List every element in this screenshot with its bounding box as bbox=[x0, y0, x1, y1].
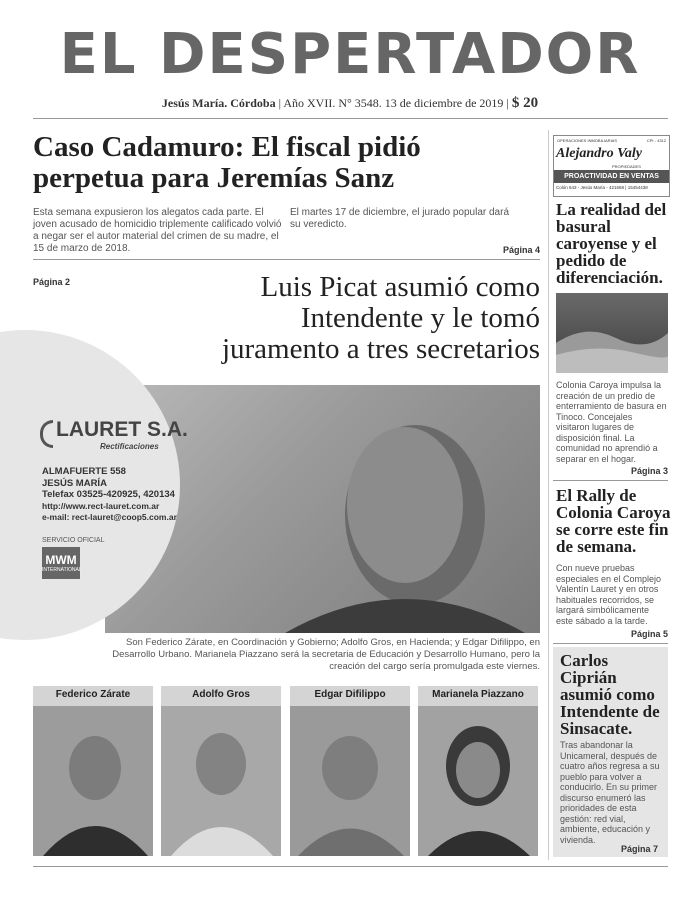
main-photo-caption: Son Federico Zárate, en Coordinación y Gobierno; Adolfo Gros, en Hacienda; y Edgar Difilippo, en Desarrollo Urbano. Marianela Piazzano será la secretaria de Educación y Desarrollo Humano, pero la creación del cargo sería promulgada este viernes. bbox=[112, 637, 540, 672]
masthead-edition: Año XVII. N° 3548. 13 de diciembre de 2019 bbox=[283, 96, 504, 110]
mwm-logo bbox=[42, 547, 80, 579]
lauret-logo-text: LAURET S.A. bbox=[56, 418, 188, 441]
main-headline-line1: Luis Picat asumió como bbox=[260, 271, 540, 303]
portrait-image bbox=[290, 706, 410, 856]
portrait-image bbox=[161, 706, 281, 856]
masthead-title: EL DESPERTADOR bbox=[59, 22, 641, 87]
mwm-logo-text: MWM bbox=[45, 553, 77, 567]
sidebar-headline-3[interactable]: Carlos Ciprián asumió como Intendente de Sinsacate. bbox=[560, 651, 660, 738]
lauret-city: JESÚS MARÍA bbox=[42, 477, 107, 489]
sidebar-text-3: Tras abandonar la Unicameral, después de cuatro años regresa a su pueblo para volver a conducirlo. En su primer discurso enumeró las prioridades de esta gestión: red vial, ambiente, educación y vivienda. bbox=[560, 740, 660, 845]
portrait-card bbox=[418, 686, 538, 856]
masthead-price: $ 20 bbox=[511, 95, 539, 111]
lauret-web[interactable]: http://www.rect-lauret.com.ar bbox=[42, 500, 160, 511]
sidebar-page-ref-1[interactable]: Página 3 bbox=[630, 466, 668, 476]
masthead-info bbox=[0, 95, 700, 112]
portrait-name: Adolfo Gros bbox=[192, 689, 250, 700]
lead-rule bbox=[33, 259, 540, 260]
valy-brand: Alejandro Valy bbox=[556, 146, 642, 161]
portrait-name: Marianela Piazzano bbox=[432, 689, 524, 700]
valy-ad-top-left: OPERACIONES INMOBILIARIAS bbox=[557, 138, 618, 143]
sidebar-page-ref-3[interactable]: Página 7 bbox=[620, 844, 658, 854]
portrait-name: Federico Zárate bbox=[55, 689, 131, 700]
main-headline-line2: Intendente y le tomó bbox=[300, 302, 540, 334]
valy-ad[interactable] bbox=[553, 135, 670, 197]
sidebar-headline-1[interactable]: La realidad del basural caroyense y el pedido de diferenciación. bbox=[556, 200, 667, 287]
portrait-name: Edgar Difilippo bbox=[314, 689, 386, 700]
lead-text-col1: Esta semana expusieron los alegatos cada parte. El joven acusado de homicidio triplemente calificado volvió a negar ser el autor material del crimen de su madre, el 15 de marzo de 2018. bbox=[33, 207, 282, 254]
lauret-address: ALMAFUERTE 558 bbox=[42, 466, 126, 477]
sidebar-text-1: Colonia Caroya impulsa la creación de un predio de enterramiento de basura en Tinoco. Concejales visitaron lugares de disposición final. La comunidad no aprendió a separar en el hogar. bbox=[556, 380, 667, 464]
lead-page-ref[interactable]: Página 4 bbox=[502, 245, 540, 255]
masthead-separator: | bbox=[506, 96, 509, 110]
sidebar-rule bbox=[553, 480, 668, 481]
main-headline[interactable] bbox=[140, 272, 540, 365]
valy-slogan: PROACTIVIDAD EN VENTAS bbox=[554, 170, 669, 183]
portrait-image bbox=[33, 706, 153, 856]
sidebar-rule bbox=[553, 643, 668, 644]
main-headline-line3: juramento a tres secretarios bbox=[221, 333, 540, 365]
valy-brand-sub: PROPIEDADES bbox=[612, 164, 641, 169]
basural-photo bbox=[556, 293, 668, 373]
lauret-phone: Telefax 03525-420925, 420134 bbox=[42, 489, 175, 500]
lauret-service-label: SERVICIO OFICIAL bbox=[42, 537, 105, 544]
lead-headline[interactable]: Caso Cadamuro: El fiscal pidió perpetua para Jeremías Sanz bbox=[33, 131, 421, 194]
main-page-ref[interactable]: Página 2 bbox=[33, 277, 71, 287]
sidebar-divider bbox=[548, 130, 549, 860]
masthead-separator: | bbox=[278, 96, 281, 110]
valy-contact: Colón 643 - Jesús María - 421668 | 15454438 bbox=[556, 185, 648, 190]
lauret-logo-sub: Rectificaciones bbox=[100, 442, 159, 451]
masthead-location: Jesús María. Córdoba bbox=[161, 96, 276, 110]
portrait-image bbox=[418, 706, 538, 856]
lauret-email[interactable]: e-mail: rect-lauret@coop5.com.ar bbox=[42, 512, 177, 522]
portrait-card bbox=[290, 686, 410, 856]
bottom-rule bbox=[33, 866, 668, 867]
portrait-card bbox=[33, 686, 153, 856]
lead-text-col2: El martes 17 de diciembre, el jurado popular dará su veredicto. bbox=[290, 207, 510, 230]
lauret-contact bbox=[42, 466, 177, 524]
valy-ad-top-right: CPI - 4312 bbox=[646, 138, 666, 143]
masthead-rule bbox=[33, 118, 668, 119]
portrait-card bbox=[161, 686, 281, 856]
sidebar-headline-2[interactable]: El Rally de Colonia Caroya se corre este fin de semana. bbox=[556, 486, 671, 556]
sidebar-text-2: Con nueve pruebas especiales en el Complejo Valentín Lauret y en otros habituales recorridos, se largará simbólicamente este sábado a la tarde. bbox=[556, 563, 662, 626]
sidebar-page-ref-2[interactable]: Página 5 bbox=[630, 629, 668, 639]
landfill-image bbox=[556, 293, 668, 373]
mwm-logo-sub: INTERNATIONAL bbox=[42, 567, 82, 573]
